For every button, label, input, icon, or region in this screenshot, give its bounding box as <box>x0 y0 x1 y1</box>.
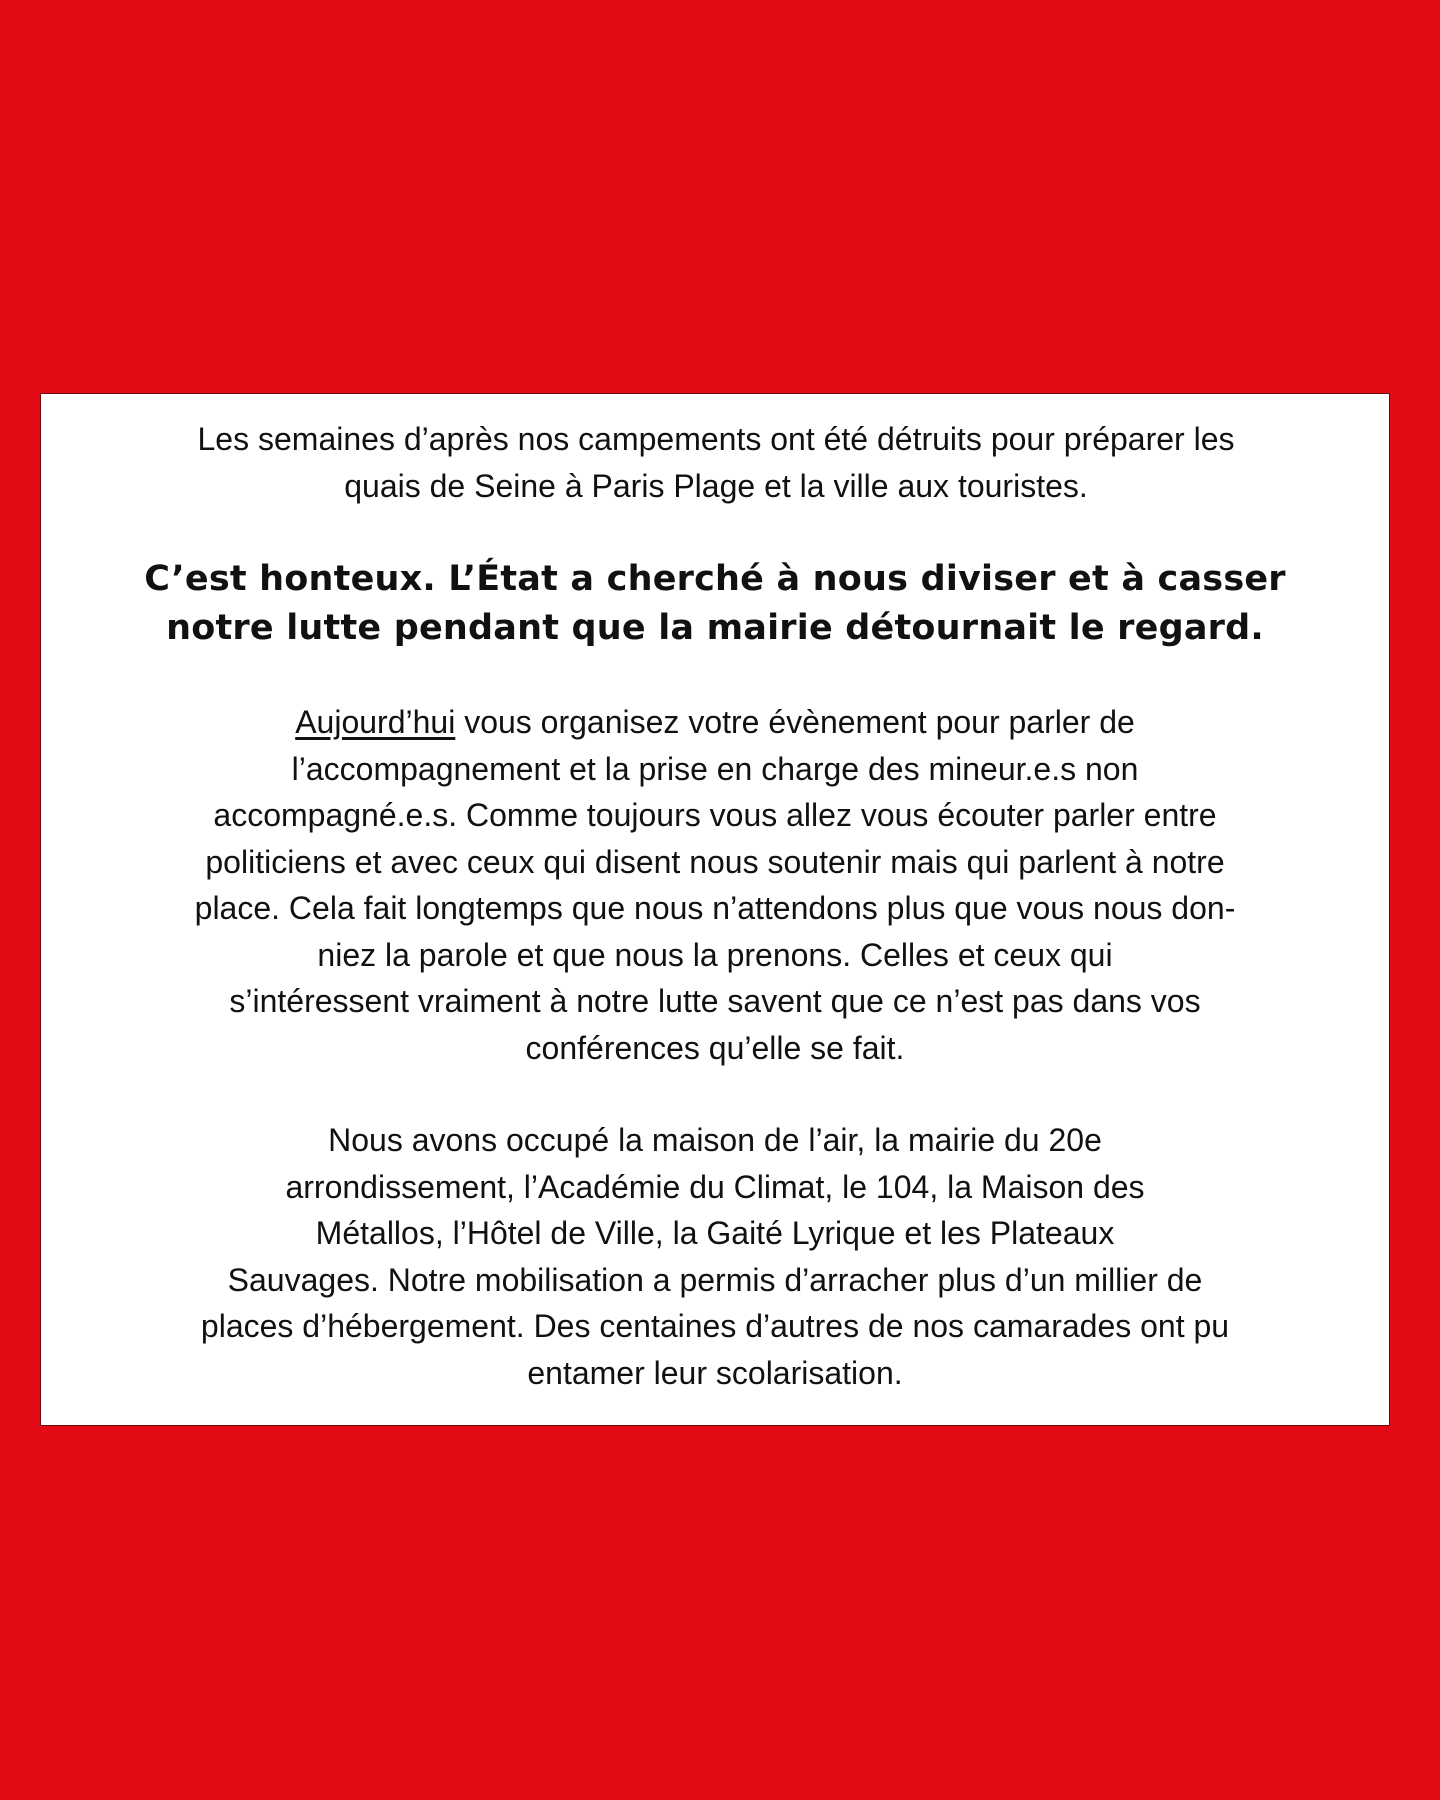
occupations-line-3: Métallos, l’Hôtel de Ville, la Gaité Lyrique et les Plateaux <box>315 1215 1115 1251</box>
today-line-7: s’intéressent vraiment à notre lutte savent que ce n’est pas dans vos <box>229 983 1201 1019</box>
today-line-1 <box>81 699 1349 746</box>
today-line-8: conférences qu’elle se fait. <box>525 1029 905 1066</box>
today-line-2: l’accompagnement et la prise en charge des mineur.e.s non <box>291 750 1139 787</box>
headline-line-2: notre lutte pendant que la mairie détournait le regard. <box>166 608 1264 648</box>
occupations-line-2: arrondissement, l’Académie du Climat, le 104, la Maison des <box>285 1168 1145 1205</box>
underlined-word: Aujourd’hui <box>295 704 456 740</box>
headline-paragraph <box>81 555 1349 653</box>
today-line-3: accompagné.e.s. Comme toujours vous allez vous écouter parler entre <box>213 797 1217 833</box>
headline-line-1: C’est honteux. L’État a cherché à nous diviser et à casser <box>144 559 1286 599</box>
occupations-line-6: entamer leur scolarisation. <box>527 1354 903 1391</box>
occupations-line-5: places d’hébergement. Des centaines d’autres de nos camarades ont pu <box>200 1308 1230 1344</box>
today-line-5: place. Cela fait longtemps que nous n’attendons plus que vous nous don- <box>194 890 1236 926</box>
intro-line-2: quais de Seine à Paris Plage et la ville aux touristes. <box>344 467 1088 504</box>
intro-line-1: Les semaines d’après nos campements ont été détruits pour préparer les <box>197 421 1235 457</box>
occupations-line-4: Sauvages. Notre mobilisation a permis d’arracher plus d’un millier de <box>227 1261 1203 1298</box>
today-line-1-rest: vous organisez votre évènement pour parler de <box>455 704 1135 740</box>
today-line-6: niez la parole et que nous la prenons. Celles et ceux qui <box>317 936 1113 973</box>
occupations-paragraph <box>81 1117 1349 1396</box>
today-paragraph <box>81 699 1349 1071</box>
today-line-4: politiciens et avec ceux qui disent nous soutenir mais qui parlent à notre <box>205 843 1225 880</box>
text-card <box>40 393 1390 1426</box>
intro-paragraph <box>81 416 1351 509</box>
occupations-line-1: Nous avons occupé la maison de l’air, la mairie du 20e <box>328 1122 1102 1158</box>
